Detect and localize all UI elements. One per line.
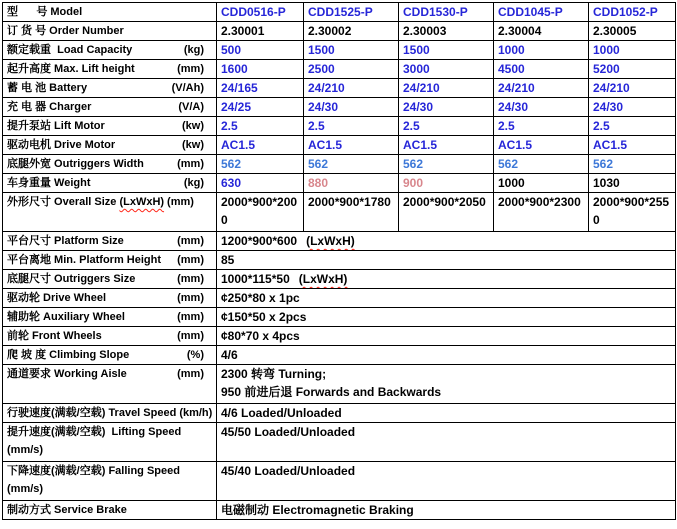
value-load-capacity-3: 1000 [494,41,589,60]
row-label-wrap-platform-size [7,232,214,250]
row-label-cell-climbing-slope [3,346,217,365]
value-falling-speed [217,462,676,501]
row-unit: (mm) [177,235,204,247]
row-label-cell-max-lift-height [3,60,217,79]
row-label-squiggle: (LxWxH) [119,196,165,208]
row-label-wrap-order-number [7,22,214,40]
value-charger-2: 24/30 [399,98,494,117]
row-label-cell-battery [3,79,217,98]
row-label-cell-travel-speed [3,404,217,423]
value-overall-size-4: 2000*900*2550 [589,193,676,232]
row-label-cell-overall-size [3,193,217,232]
row-label-wrap-battery [7,79,214,97]
row-label-cell-drive-wheel [3,289,217,308]
value-weight-2: 900 [399,174,494,193]
row-label-wrap-service-brake [7,501,214,519]
row-label-cell-lift-motor [3,117,217,136]
row-label: 外形尺寸 Overall Size [7,196,117,208]
value-outriggers-width-2: 562 [399,155,494,174]
value-text: 45/50 Loaded/Unloaded [221,425,356,439]
value-climbing-slope [217,346,676,365]
row-unit: (mm/s) [7,483,44,495]
row-label: 充 电 器 Charger [7,101,92,113]
value-charger-3: 24/30 [494,98,589,117]
table-row-auxiliary-wheel [3,308,676,327]
value-overall-size-2: 2000*900*2050 [399,193,494,232]
value-charger-0: 24/25 [217,98,304,117]
value-max-lift-height-4: 5200 [589,60,676,79]
value-max-lift-height-2: 3000 [399,60,494,79]
value-text: ¢80*70 x 4pcs [221,329,300,343]
value-battery-1: 24/210 [304,79,399,98]
row-label-wrap-model [7,3,214,21]
row-unit: (kw) [182,139,204,151]
value-service-brake [217,501,676,520]
value-text: 45/40 Loaded/Unloaded [221,464,356,478]
value-lift-motor-1: 2.5 [304,117,399,136]
row-label-wrap-drive-motor [7,136,214,154]
value-charger-1: 24/30 [304,98,399,117]
value-lift-motor-0: 2.5 [217,117,304,136]
value-text: 1200*900*600 [221,234,298,248]
value-outriggers-width-0: 562 [217,155,304,174]
spec-table [2,2,676,520]
value-drive-wheel [217,289,676,308]
value-order-number-1: 2.30002 [304,22,399,41]
value-max-lift-height-1: 2500 [304,60,399,79]
table-row-falling-speed [3,462,676,501]
value-order-number-4: 2.30005 [589,22,676,41]
row-unit: (mm) [177,63,204,75]
value-drive-motor-0: AC1.5 [217,136,304,155]
row-label: 平台尺寸 Platform Size [7,235,124,247]
value-outriggers-width-4: 562 [589,155,676,174]
value-lift-motor-4: 2.5 [589,117,676,136]
row-label: 行驶速度(满载/空载) Travel Speed [7,407,177,419]
row-unit: (mm) [177,254,204,266]
row-label: 型 号 Model [7,6,83,18]
value-overall-size-1: 2000*900*1780 [304,193,399,232]
row-label: 驱动轮 Drive Wheel [7,292,107,304]
row-label-wrap-travel-speed [7,404,214,422]
row-label: 蓄 电 池 Battery [7,82,88,94]
value-model-4: CDD1052-P [589,3,676,22]
value-drive-motor-2: AC1.5 [399,136,494,155]
spec-table-body [3,3,676,520]
table-row-travel-speed [3,404,676,423]
row-label: 制动方式 Service Brake [7,504,127,516]
row-label-wrap-max-lift-height [7,60,214,78]
row-label: 提升泵站 Lift Motor [7,120,105,132]
value-model-0: CDD0516-P [217,3,304,22]
value-text: 1000*115*50 [221,272,290,286]
value-line-0: 2300 转弯 Turning; [221,367,327,381]
row-unit: (mm) [177,292,204,304]
value-battery-4: 24/210 [589,79,676,98]
value-travel-speed [217,404,676,423]
value-outriggers-width-3: 562 [494,155,589,174]
value-drive-motor-4: AC1.5 [589,136,676,155]
row-label-cell-model [3,3,217,22]
row-label-wrap-outriggers-size [7,270,214,288]
row-unit: (mm) [177,158,204,170]
row-label: 平台离地 Min. Platform Height [7,254,161,266]
value-front-wheels [217,327,676,346]
value-text: 4/6 Loaded/Unloaded [221,406,342,420]
row-label-cell-outriggers-size [3,270,217,289]
row-label-cell-charger [3,98,217,117]
row-label-cell-load-capacity [3,41,217,60]
row-unit: (mm/s) [7,444,44,456]
row-label-cell-falling-speed [3,462,217,501]
table-row-max-lift-height [3,60,676,79]
row-label-wrap-overall-size [7,193,214,211]
row-label: 额定载重 Load Capacity [7,44,133,56]
value-load-capacity-4: 1000 [589,41,676,60]
row-label-wrap-lifting-speed [7,423,214,459]
row-label-cell-drive-motor [3,136,217,155]
value-squiggle: (LxWxH) [306,234,355,248]
value-battery-3: 24/210 [494,79,589,98]
row-unit: (mm) [177,273,204,285]
row-label: 底腿尺寸 Outriggers Size [7,273,136,285]
table-row-climbing-slope [3,346,676,365]
value-text: ¢150*50 x 2pcs [221,310,307,324]
table-row-battery [3,79,676,98]
value-model-3: CDD1045-P [494,3,589,22]
table-row-order-number [3,22,676,41]
value-platform-size [217,232,676,251]
row-unit: (km/h) [179,407,213,419]
row-unit: (mm) [177,330,204,342]
row-label-cell-service-brake [3,501,217,520]
row-label-cell-lifting-speed [3,423,217,462]
row-label-wrap-drive-wheel [7,289,214,307]
table-row-weight [3,174,676,193]
value-order-number-3: 2.30004 [494,22,589,41]
row-label-cell-order-number [3,22,217,41]
row-label-wrap-working-aisle [7,365,214,383]
table-row-service-brake [3,501,676,520]
row-label-cell-working-aisle [3,365,217,404]
row-unit: (mm) [177,368,204,380]
row-unit: (kg) [183,177,204,189]
row-label-cell-auxiliary-wheel [3,308,217,327]
row-unit: (V/A) [178,101,204,113]
table-row-outriggers-width [3,155,676,174]
row-label-wrap-load-capacity [7,41,214,59]
value-max-lift-height-0: 1600 [217,60,304,79]
value-lifting-speed [217,423,676,462]
value-text: 85 [221,253,235,267]
value-line-1: 950 前进后退 Forwards and Backwards [221,385,442,399]
row-label-cell-weight [3,174,217,193]
row-label-wrap-charger [7,98,214,116]
table-row-drive-motor [3,136,676,155]
row-label: 提升速度(满载/空载) Lifting Speed [7,426,182,438]
value-overall-size-3: 2000*900*2300 [494,193,589,232]
table-row-drive-wheel [3,289,676,308]
table-row-overall-size [3,193,676,232]
value-battery-0: 24/165 [217,79,304,98]
row-label-cell-platform-size [3,232,217,251]
table-row-min-platform-height [3,251,676,270]
row-label: 下降速度(满载/空载) Falling Speed [7,465,180,477]
value-order-number-0: 2.30001 [217,22,304,41]
row-label-wrap-min-platform-height [7,251,214,269]
value-max-lift-height-3: 4500 [494,60,589,79]
value-weight-4: 1030 [589,174,676,193]
row-label-wrap-lift-motor [7,117,214,135]
value-lift-motor-3: 2.5 [494,117,589,136]
row-label: 前轮 Front Wheels [7,330,102,342]
row-unit: (mm) [177,311,204,323]
row-label-wrap-falling-speed [7,462,214,498]
row-label-wrap-climbing-slope [7,346,214,364]
row-label: 车身重量 Weight [7,177,91,189]
value-text: 4/6 [221,348,238,362]
value-min-platform-height [217,251,676,270]
row-unit: (%) [186,349,204,361]
value-outriggers-width-1: 562 [304,155,399,174]
value-outriggers-size [217,270,676,289]
value-order-number-2: 2.30003 [399,22,494,41]
value-load-capacity-1: 1500 [304,41,399,60]
value-text: 电磁制动 Electromagnetic Braking [221,503,414,517]
row-label-wrap-auxiliary-wheel [7,308,214,326]
value-charger-4: 24/30 [589,98,676,117]
table-row-load-capacity [3,41,676,60]
table-row-lifting-speed [3,423,676,462]
table-row-model [3,3,676,22]
row-label-wrap-outriggers-width [7,155,214,173]
table-row-lift-motor [3,117,676,136]
value-auxiliary-wheel [217,308,676,327]
table-row-working-aisle [3,365,676,404]
value-load-capacity-0: 500 [217,41,304,60]
value-weight-3: 1000 [494,174,589,193]
table-row-front-wheels [3,327,676,346]
value-working-aisle [217,365,676,404]
row-label: 驱动电机 Drive Motor [7,139,116,151]
value-text: ¢250*80 x 1pc [221,291,300,305]
row-label: 通道要求 Working Aisle [7,368,127,380]
row-label: 底腿外宽 Outriggers Width [7,158,144,170]
document-page [2,2,676,520]
row-unit: (kg) [183,44,204,56]
value-drive-motor-3: AC1.5 [494,136,589,155]
row-unit: (kw) [182,120,204,132]
value-squiggle: (LxWxH) [298,272,348,286]
value-model-2: CDD1530-P [399,3,494,22]
value-overall-size-0: 2000*900*2000 [217,193,304,232]
row-unit: (V/Ah) [171,82,204,94]
row-label: 起升高度 Max. Lift height [7,63,135,75]
row-label: 爬 坡 度 Climbing Slope [7,349,130,361]
row-label-cell-front-wheels [3,327,217,346]
row-label-wrap-front-wheels [7,327,214,345]
table-row-platform-size [3,232,676,251]
value-battery-2: 24/210 [399,79,494,98]
value-model-1: CDD1525-P [304,3,399,22]
row-label-cell-outriggers-width [3,155,217,174]
row-label: 辅助轮 Auxiliary Wheel [7,311,125,323]
value-weight-0: 630 [217,174,304,193]
row-unit: (mm) [167,196,194,208]
table-row-outriggers-size [3,270,676,289]
value-lift-motor-2: 2.5 [399,117,494,136]
table-row-charger [3,98,676,117]
value-weight-1: 880 [304,174,399,193]
row-label: 订 货 号 Order Number [7,25,124,37]
value-load-capacity-2: 1500 [399,41,494,60]
value-drive-motor-1: AC1.5 [304,136,399,155]
row-label-wrap-weight [7,174,214,192]
row-label-cell-min-platform-height [3,251,217,270]
